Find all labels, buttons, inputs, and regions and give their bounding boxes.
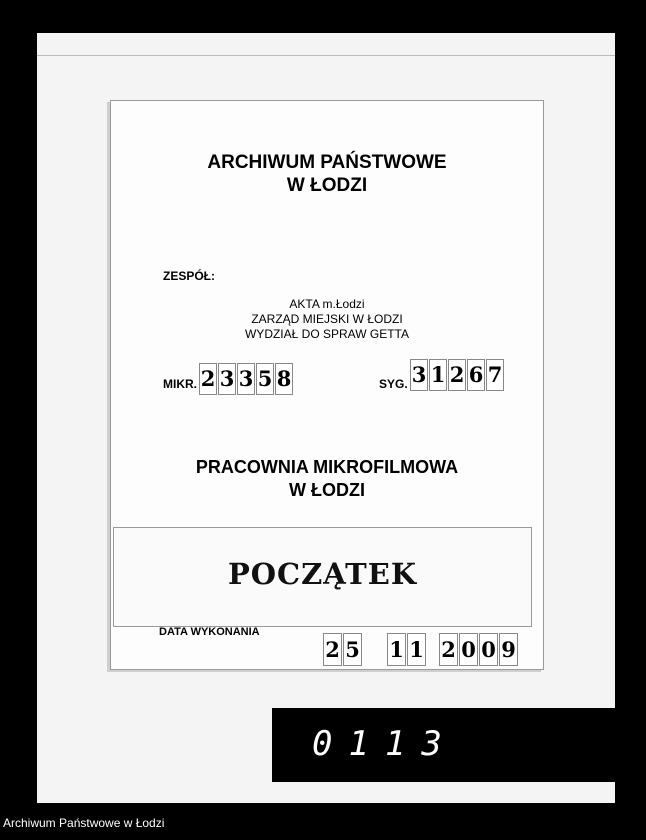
date-day-stamp — [323, 633, 363, 666]
syg-number-stamp — [410, 359, 505, 391]
mikr-digit: 8 — [275, 363, 293, 395]
mikr-digit: 3 — [218, 363, 236, 395]
start-card — [113, 527, 532, 627]
syg-digit: 1 — [429, 359, 447, 391]
lab-title-line1: PRACOWNIA MIKROFILMOWA — [195, 457, 459, 477]
syg-digit: 3 — [410, 359, 428, 391]
date-digit: 2 — [323, 633, 342, 666]
lab-title — [111, 456, 543, 502]
date-digit: 5 — [343, 633, 362, 666]
date-year-stamp — [439, 633, 519, 666]
fonds-line2: ZARZĄD MIEJSKI W ŁODZI — [251, 312, 403, 326]
date-digit: 0 — [479, 633, 498, 666]
fonds-description — [111, 297, 543, 342]
archive-title — [111, 151, 543, 197]
start-label: POCZĄTEK — [227, 557, 418, 591]
zespol-label: ZESPÓŁ: — [163, 269, 216, 283]
mikr-label: MIKR. — [163, 377, 197, 391]
frame-counter — [272, 708, 618, 782]
archive-title-line1: ARCHIWUM PAŃSTWOWE — [207, 152, 447, 173]
mikr-digit: 2 — [199, 363, 217, 395]
footer-caption: Archiwum Państwowe w Łodzi — [3, 816, 165, 830]
fonds-line3: WYDZIAŁ DO SPRAW GETTA — [244, 327, 409, 341]
mikr-digit: 5 — [256, 363, 274, 395]
fonds-line1: AKTA m.Łodzi — [289, 297, 365, 311]
frame-number: 0113 — [312, 724, 458, 764]
date-digit: 0 — [459, 633, 478, 666]
mikr-number-stamp — [199, 363, 294, 395]
lab-title-line2: W ŁODZI — [289, 480, 365, 500]
archive-title-line2: W ŁODZI — [286, 175, 368, 196]
date-digit: 9 — [499, 633, 518, 666]
date-digit: 1 — [387, 633, 406, 666]
date-label: DATA WYKONANIA — [159, 626, 260, 638]
syg-label: SYG. — [379, 377, 408, 391]
syg-digit: 2 — [448, 359, 466, 391]
date-digit: 1 — [407, 633, 426, 666]
date-digit: 2 — [439, 633, 458, 666]
syg-digit: 6 — [467, 359, 485, 391]
page-rule — [37, 55, 615, 56]
date-month-stamp — [387, 633, 427, 666]
syg-digit: 7 — [486, 359, 504, 391]
mikr-digit: 3 — [237, 363, 255, 395]
